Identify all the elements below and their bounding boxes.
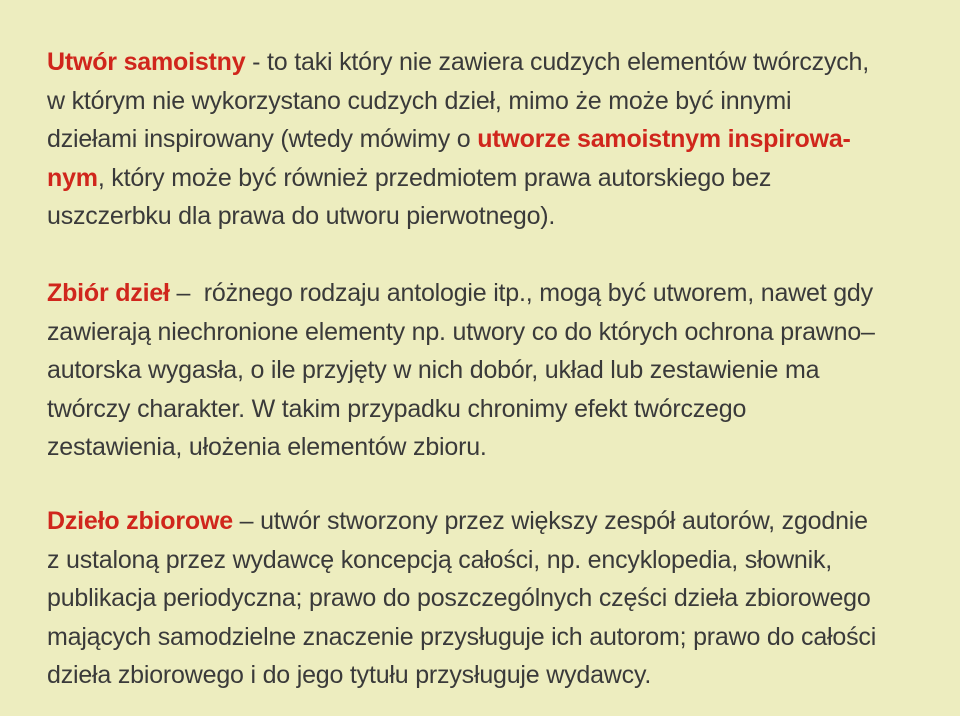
- text-line: autorska wygasła, o ile przyjęty w nich dobór, układ lub zestawienie ma: [47, 356, 820, 385]
- paragraph-zbior-dziel: [47, 274, 947, 467]
- text-line: twórczy charakter. W takim przypadku chronimy efekt twórczego: [47, 394, 747, 423]
- text-line: zawierają niechronione elementy np. utwory co do których ochrona prawno–: [47, 317, 875, 346]
- text-line: uszczerbku dla prawa do utworu pierwotnego).: [47, 202, 556, 231]
- term-zbior-dziel: Zbiór dzieł: [47, 279, 170, 307]
- text-segment: , który może być również przedmiotem prawa autorskiego bez: [97, 163, 772, 192]
- paragraph-dzielo-zbiorowe: [47, 502, 947, 695]
- term-utwor-samoistny: Utwór samoistny: [47, 48, 246, 76]
- text-line: zestawienia, ułożenia elementów zbioru.: [47, 433, 487, 462]
- text-line: [47, 159, 937, 198]
- text-line: publikacja periodyczna; prawo do poszczególnych części dzieła zbiorowego: [47, 584, 871, 613]
- text-segment: dziełami inspirowany (wtedy mówimy o: [47, 125, 478, 154]
- text-line: z ustaloną przez wydawcę koncepcją całości, np. encyklopedia, słownik,: [47, 545, 833, 574]
- term-utwor-inspirowany-cont: nym: [47, 163, 98, 192]
- text-line: [47, 43, 937, 82]
- text-line: dzieła zbiorowego i do jego tytułu przysługuje wydawcy.: [47, 661, 652, 690]
- text-line: [47, 120, 937, 159]
- paragraph-utwor-samoistny: [47, 43, 937, 236]
- text-segment: - to taki który nie zawiera cudzych elementów twórczych,: [245, 48, 869, 76]
- term-dzielo-zbiorowe: Dzieło zbiorowe: [47, 507, 233, 535]
- text-line: w którym nie wykorzystano cudzych dzieł, mimo że może być innymi: [47, 86, 792, 115]
- text-line: [47, 274, 947, 313]
- text-segment: – różnego rodzaju antologie itp., mogą być utworem, nawet gdy: [169, 279, 873, 307]
- text-line: mających samodzielne znaczenie przysługuje ich autorom; prawo do całości: [47, 622, 877, 651]
- text-line: [47, 502, 947, 541]
- term-utwor-inspirowany: utworze samoistnym inspirowa-: [477, 125, 851, 154]
- text-segment: – utwór stworzony przez większy zespół autorów, zgodnie: [232, 507, 868, 535]
